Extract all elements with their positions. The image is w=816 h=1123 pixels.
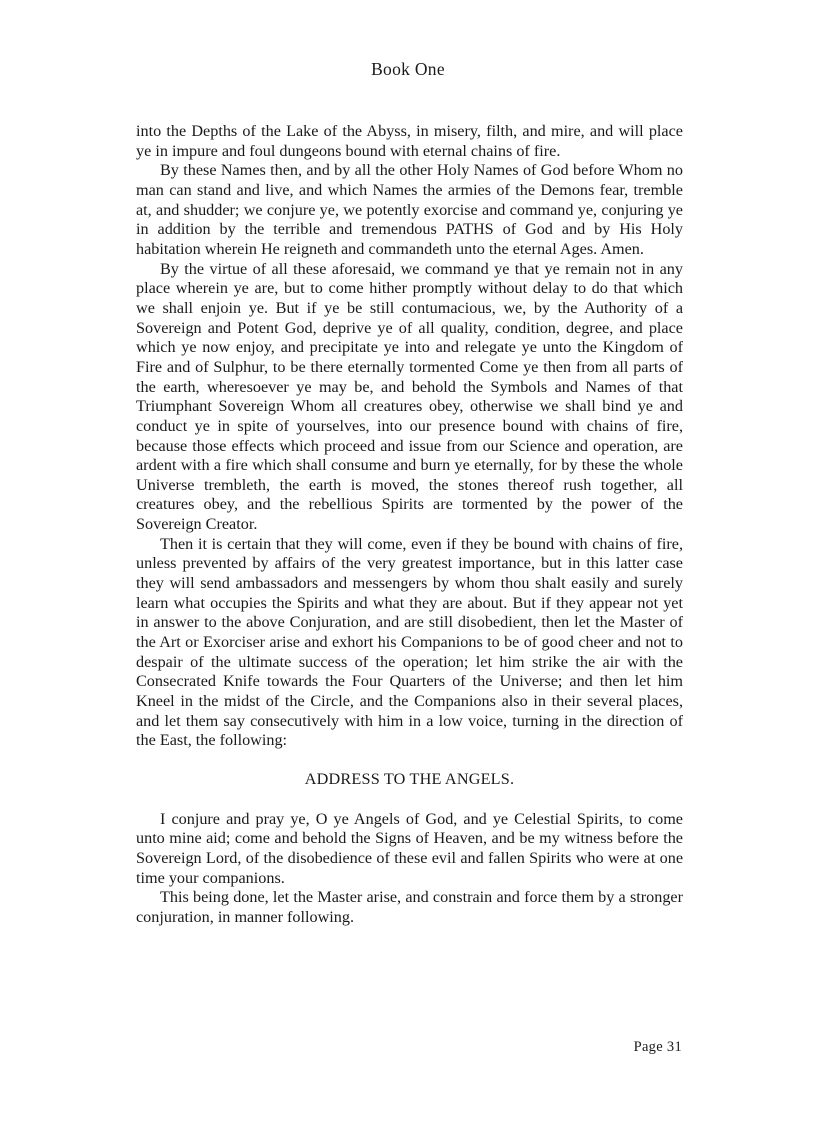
paragraph-continued: into the Depths of the Lake of the Abyss, in misery, filth, and mire, and will place ye in impure and foul dungeons bound with eternal chains of fire. (136, 122, 683, 160)
section-heading: ADDRESS TO THE ANGELS. (304, 770, 515, 788)
page-number: Page 31 (633, 1039, 682, 1055)
paragraph-master-arise: This being done, let the Master arise, and constrain and force them by a stronger conjuration, in manner following. (136, 888, 683, 926)
page-body-text (136, 122, 683, 928)
paragraph-address-angels: I conjure and pray ye, O ye Angels of God, and ye Celestial Spirits, to come unto mine aid; come and behold the Signs of Heaven, and be my witness before the Sovereign Lord, of the disobedience of these evil and fallen Spirits who were at one time your companions. (136, 809, 683, 887)
paragraph-holy-names: By these Names then, and by all the other Holy Names of God before Whom no man can stand and live, and which Names the armies of the Demons fear, tremble at, and shudder; we conjure ye, we potently exorcise and command ye, conjuring ye in addition by the terrible and tremendous PATHS of God and by His Holy habitation wherein He reigneth and commandeth unto the eternal Ages. Amen. (136, 161, 683, 258)
paragraph-command: By the virtue of all these aforesaid, we command ye that ye remain not in any place wherein ye are, but to come hither promptly without delay to do that which we shall enjoin ye. But if ye be still contumacious, we, by the Authority of a Sovereign and Potent God, deprive ye of all quality, condition, degree, and place which ye now enjoy, and precipitate ye into and relegate ye unto the Kingdom of Fire and of Sulphur, to be there eternally tormented Come ye then from all parts of the earth, wheresoever ye may be, and behold the Symbols and Names of that Triumphant Sovereign Whom all creatures obey, otherwise we shall bind ye and conduct ye in spite of yourselves, into our presence bound with chains of fire, because those effects which proceed and issue from our Science and operation, are ardent with a fire which shall consume and burn ye eternally, for by these the whole Universe trembleth, the earth is moved, the stones thereof rush together, all creatures obey, and the rebellious Spirits are tormented by the power of the Sovereign Creator. (136, 259, 683, 534)
running-head: Book One (371, 59, 445, 79)
paragraph-spirits-come: Then it is certain that they will come, even if they be bound with chains of fire, unless prevented by affairs of the very greatest importance, but in this latter case they will send ambassadors and messengers by whom thou shalt easily and surely learn what occupies the Spirits and what they are about. But if they appear not yet in answer to the above Conjuration, and are still disobedient, then let the Master of the Art or Exorciser arise and exhort his Companions to be of good cheer and not to despair of the ultimate success of the operation; let him strike the air with the Consecrated Knife towards the Four Quarters of the Universe; and then let him Kneel in the midst of the Circle, and the Companions also in their several places, and let them say consecutively with him in a low voice, turning in the direction of the East, the following: (136, 534, 683, 750)
